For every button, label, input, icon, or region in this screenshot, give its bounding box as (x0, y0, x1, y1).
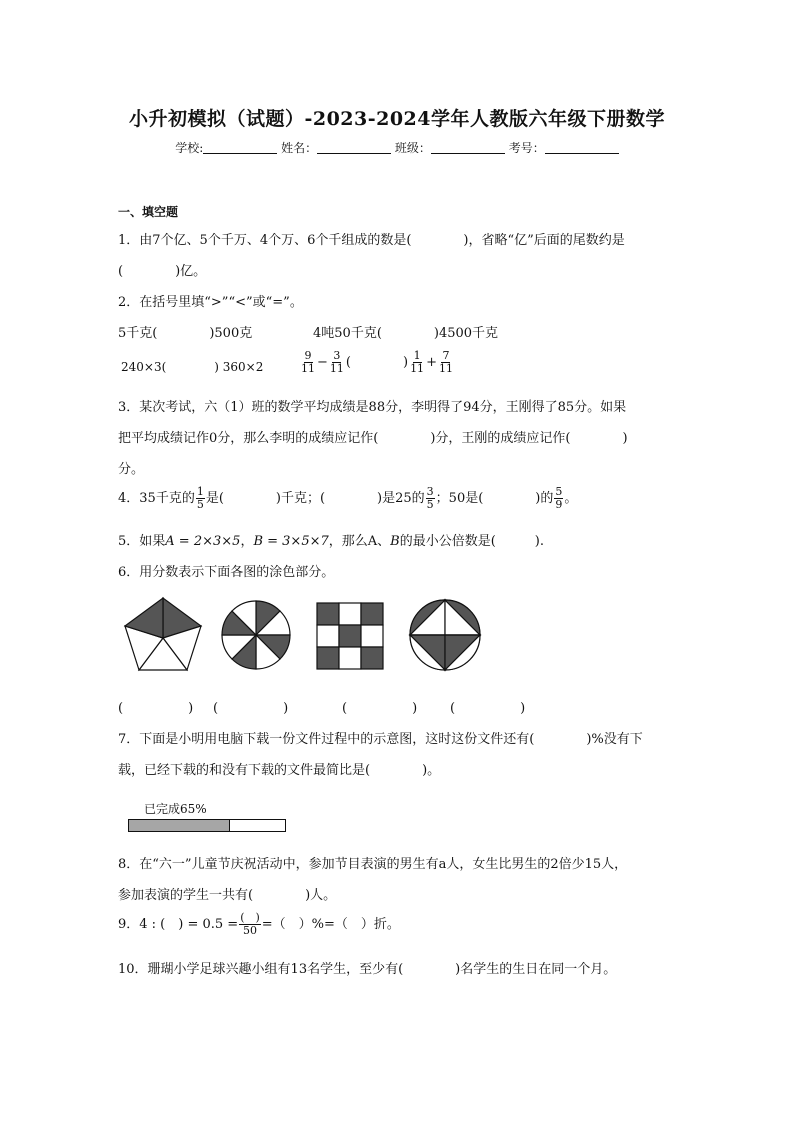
q9-frac: $\frac{( )}{50}$ (240, 911, 260, 937)
q6-answer-1: ( ) (118, 701, 194, 716)
grid-cell-6 (361, 625, 383, 647)
class-field[interactable] (431, 141, 505, 154)
q2-d-frac1: $\frac{9}{11}$ (301, 349, 315, 375)
q3-line2: 把平均成绩记作0分，那么李明的成绩应记作( )分，王刚的成绩应记作( ) (118, 431, 628, 446)
q4-frac2: $\frac{3}{5}$ (426, 485, 434, 511)
q2-d-frac3: $\frac{1}{11}$ (410, 349, 425, 375)
q6-figures (0, 590, 794, 680)
grid-cell-8 (339, 647, 361, 669)
q4-frac1: $\frac{1}{5}$ (196, 485, 204, 511)
grid-cell-3 (361, 603, 383, 625)
q4-frac3: $\frac{5}{9}$ (555, 485, 563, 511)
q6-text: 6．用分数表示下面各图的涂色部分。 (118, 565, 335, 580)
q6-answer-2: ( ) (213, 701, 289, 716)
q8-line1: 8．在“六一”儿童节庆祝活动中，参加节目表演的男生有a人，女生比男生的2倍少15人， (118, 857, 628, 872)
q2-d-frac2: $\frac{3}{11}$ (329, 349, 344, 375)
q4-line: 4．35千克的 $\frac{1}{5}$ 是( )千克；( )是25的 $\frac{3}{5}$ ；50是( )的 $\frac{5}{9}$ 。 (118, 485, 578, 511)
grid-cell-1 (317, 603, 339, 625)
pentagon-figure (125, 598, 201, 670)
q8-line2: 参加表演的学生一共有( )人。 (118, 888, 337, 903)
q5-a-expression: A = 2×3×5 (165, 534, 241, 549)
q2-a: 5千克( )500克 (118, 326, 253, 341)
school-field[interactable] (203, 141, 277, 154)
q5-b-expression: B = 3×5×7 (253, 534, 329, 549)
grid-figure (317, 603, 383, 669)
student-info-line (0, 139, 794, 156)
section-title: 一、填空题 (118, 205, 179, 219)
grid-cell-9 (361, 647, 383, 669)
q2-d-frac4: $\frac{7}{11}$ (438, 349, 453, 375)
school-label: 学校: (175, 141, 204, 155)
q1-line2: ( )亿。 (118, 264, 207, 279)
exam-no-label: 考号： (508, 141, 545, 155)
q10-text: 10．珊瑚小学足球兴趣小组有13名学生，至少有( )名学生的生日在同一个月。 (118, 962, 617, 977)
download-progress-fill (129, 820, 230, 831)
grid-cell-2 (339, 603, 361, 625)
name-field[interactable] (317, 141, 391, 154)
q3-line1: 3．某次考试，六（1）班的数学平均成绩是88分，李明得了94分，王刚得了85分。如果 (118, 400, 627, 415)
q2-b: 4吨50千克( )4500千克 (313, 326, 499, 341)
q7-line2: 载，已经下载的和没有下载的文件最简比是( )。 (118, 763, 441, 778)
name-label: 姓名： (281, 141, 318, 155)
class-label: 班级： (394, 141, 431, 155)
q1-line1: 1．由7个亿、5个千万、4个万、6个千组成的数是( )，省略“亿”后面的尾数约是 (118, 233, 625, 248)
grid-cell-5 (339, 625, 361, 647)
circle-square-figure (410, 600, 480, 670)
q7-line1: 7．下面是小明用电脑下载一份文件过程中的示意图，这时这份文件还有( )%没有下 (118, 732, 643, 747)
q6-answer-4: ( ) (450, 701, 526, 716)
q2-text: 2．在括号里填“>”“<”或“=”。 (118, 295, 303, 310)
grid-cell-4 (317, 625, 339, 647)
q2-d: $\frac{9}{11}$ − $\frac{3}{11}$ ( ) $\frac{1}{11}$ + $\frac{7}{11}$ (301, 349, 453, 375)
page-title: 小升初模拟（试题）-2023-2024学年人教版六年级下册数学 (128, 108, 666, 130)
grid-cell-7 (317, 647, 339, 669)
q3-line3: 分。 (118, 462, 145, 477)
exam-no-field[interactable] (545, 141, 619, 154)
q2-c: 240×3( ) 360×2 (121, 360, 264, 374)
q6-answer-3: ( ) (342, 701, 418, 716)
download-progress-bar (128, 819, 286, 832)
progress-label: 已完成65% (144, 802, 207, 816)
q5-line: 5．如果A = 2×3×5，B = 3×5×7，那么A、B的最小公倍数是( ). (118, 534, 544, 549)
q9-line: 9．4 : ( ) = 0.5 = $\frac{( )}{50}$ =（ ）%=（ ）折。 (118, 911, 400, 937)
circle-eighths-figure (222, 601, 290, 669)
